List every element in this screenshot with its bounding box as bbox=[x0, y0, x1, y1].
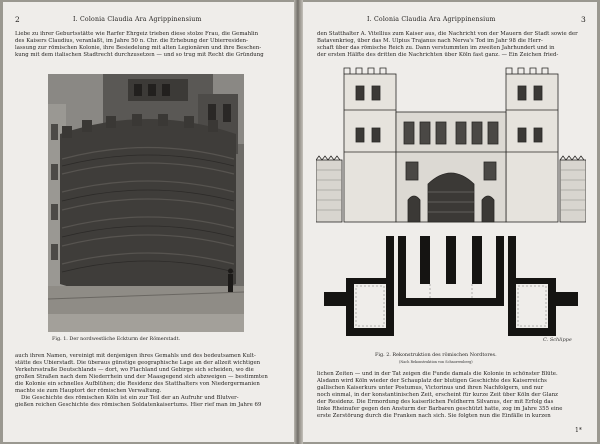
text-line: großen Straßen nach dem Niederrhein und der Maasgegend sich abzweigen — bestimmten bbox=[15, 374, 268, 380]
text-line: gallischen Kaiserkurs unter Postumus, Victorinus und ihren Nachfolgern, und nur bbox=[317, 385, 544, 391]
text-line: linke Rheinufer gegen den Ansturm der Barbaren geschützt hatte, zog im Jahre 355 eine bbox=[317, 406, 563, 412]
text-line: Die Geschichte des römischen Köln ist ein zur Teil der an Aufruhr und Blutver- bbox=[21, 395, 239, 401]
text-line: Liebe zu ihrer Geburtsstätte wie Rarfer Ehrgeiz trieben diese stolze Frau, die Gemahlin bbox=[15, 31, 259, 37]
tower-photograph bbox=[48, 74, 244, 332]
text-line: gießen reichen Geschichte des römischen Soldatenkaisertums. Hier rief man im Jahre 69 bbox=[15, 402, 262, 408]
running-head: I. Colonia Claudia Ara Agrippinensium bbox=[367, 16, 496, 23]
signature-mark: 1* bbox=[575, 427, 582, 434]
text-line: stätte des Ubierstadt. Die überaus günstige geographische Lage an der allzeit wichtigen bbox=[15, 360, 261, 366]
right-page bbox=[303, 2, 597, 442]
text-line: des Kaisers Claudius, veranlaßt, im Jahre 50 n. Chr. die Erhebung der Ubierresiden- bbox=[15, 38, 249, 44]
text-line: auch ihren Namen, vereinigt mit denjenigen ihres Gemahls und des bedeutsamen Kult- bbox=[15, 353, 256, 359]
figure-caption: Fig. 2. Rekonstruktion des römischen Nordtores. bbox=[375, 352, 497, 358]
north-gate-reconstruction-drawing bbox=[316, 66, 586, 356]
text-line: Alsdann wird Köln wieder der Schauplatz der blutigen Geschichte des Kaiserreichs bbox=[317, 378, 547, 384]
figure-caption: Fig. 1. Der nordwestliche Eckturm der Römerstadt. bbox=[52, 336, 181, 342]
text-line: der Residenz. Die Ermordung des kaiserlichen Feldherrn Silvanus, der mit Erfolg das bbox=[317, 399, 554, 405]
book-gutter bbox=[294, 0, 303, 444]
figure-subcaption: (Nach Rekonstruktion von Schnorrenberg) bbox=[399, 360, 473, 364]
text-line: kung mit dem italischen Stadtrecht durchzusetzen — und so trug mit Recht die Gründung bbox=[15, 52, 264, 58]
text-line: erste Zerstörung durch die Franken nach sich. Sie folgten nun die Einfälle in kurzen bbox=[317, 413, 551, 419]
text-line: lassung zur römischen Kolonie, ihre Besiedelung mit alten Legionären und ihre Beschen- bbox=[15, 45, 262, 51]
left-page bbox=[3, 2, 294, 442]
text-line: die Kolonie ein schnelles Aufblühen; die Residenz des Statthalters von Niedergermanien bbox=[15, 381, 260, 387]
text-line: schaft über das römische Reich zu. Dann verstummten im zweiten Jahrhundert und in bbox=[317, 45, 555, 51]
running-head: I. Colonia Claudia Ara Agrippinensium bbox=[73, 16, 202, 23]
text-line: den Statthalter A. Vitellius zum Kaiser aus, die Nachricht von der Mauern der Stadt sowie der bbox=[317, 31, 578, 37]
text-line: Batavenkrieg, über das M. Ulpius Trajanus nach Nerva's Tod im Jahr 98 die Herr- bbox=[317, 38, 543, 44]
page-number: 2 bbox=[15, 15, 20, 24]
text-line: Verkehrsstraße Deutschlands — dort, wo Flachland und Gebirge sich scheiden, wo die bbox=[15, 367, 254, 373]
illustrator-signature: C. Schlippe bbox=[543, 337, 572, 343]
text-line: noch einmal, in der konstantinischen Zeit, erscheint für kurze Zeit über Köln der Glanz bbox=[317, 392, 559, 398]
page-number: 3 bbox=[581, 15, 586, 24]
text-line: machte sie zum Hauptort der römischen Verwaltung. bbox=[15, 388, 162, 394]
text-line: lichen Zeiten — und in der Tat zeigen die Funde damals die Kolonie in schönster Blüte. bbox=[317, 371, 558, 377]
text-line: der ersten Hälfte des dritten die Nachrichten über Köln fast ganz. — Ein Zeichen fried- bbox=[317, 52, 559, 58]
